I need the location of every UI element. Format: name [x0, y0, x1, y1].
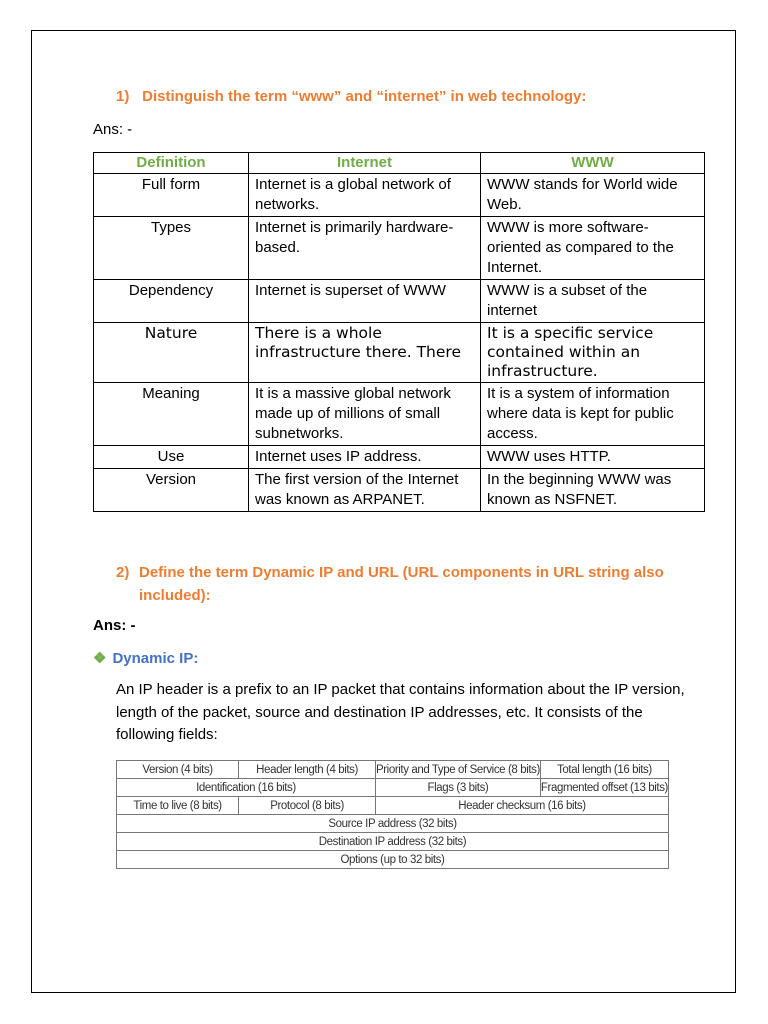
internet-cell: The first version of the Internet was known as ARPANET.: [249, 469, 481, 512]
table-row: [94, 469, 705, 512]
question-1-heading: [116, 88, 586, 105]
row-label: Full form: [94, 174, 249, 217]
internet-cell: It is a massive global network made up of millions of small subnetworks.: [249, 383, 481, 446]
ip-field: Header checksum (16 bits): [375, 797, 668, 815]
ip-header-row: [117, 815, 669, 833]
answer-1-label: Ans: -: [93, 121, 133, 138]
ip-header-row: [117, 797, 669, 815]
ip-field: Version (4 bits): [117, 761, 239, 779]
row-label: Meaning: [94, 383, 249, 446]
row-label: Nature: [94, 323, 249, 383]
dynamic-ip-heading: [93, 649, 198, 667]
dynamic-ip-title: Dynamic IP:: [112, 650, 199, 667]
ip-header-row: [117, 833, 669, 851]
www-cell: In the beginning WWW was known as NSFNET.: [481, 469, 705, 512]
ip-field: Options (up to 32 bits): [117, 851, 669, 869]
table-row: [94, 174, 705, 217]
internet-cell: Internet uses IP address.: [249, 446, 481, 469]
ip-field: Time to live (8 bits): [117, 797, 239, 815]
ip-header-row: [117, 779, 669, 797]
www-cell: WWW stands for World wide Web.: [481, 174, 705, 217]
row-label: Types: [94, 217, 249, 280]
header-definition: Definition: [94, 153, 249, 174]
ip-field: Flags (3 bits): [375, 779, 540, 797]
question-1-number: 1): [116, 88, 130, 105]
row-label: Use: [94, 446, 249, 469]
ip-field: Identification (16 bits): [117, 779, 376, 797]
diamond-bullet-icon: ❖: [93, 650, 107, 667]
question-2-text: Define the term Dynamic IP and URL (URL components in URL string also included):: [139, 564, 664, 604]
ip-field: Priority and Type of Service (8 bits): [375, 761, 540, 779]
table-row: [94, 323, 705, 383]
ip-header-diagram: [116, 760, 669, 869]
ip-header-row: [117, 851, 669, 869]
internet-cell: Internet is a global network of networks.: [249, 174, 481, 217]
header-www: WWW: [481, 153, 705, 174]
table-header-row: [94, 153, 705, 174]
table-row: [94, 383, 705, 446]
www-cell: It is a specific service contained within an infrastructure.: [481, 323, 705, 383]
table-row: [94, 280, 705, 323]
table-row: [94, 217, 705, 280]
ip-header-row: [117, 761, 669, 779]
row-label: Dependency: [94, 280, 249, 323]
ip-field: Source IP address (32 bits): [117, 815, 669, 833]
ip-field: Total length (16 bits): [540, 761, 668, 779]
ip-field: Fragmented offset (13 bits): [540, 779, 668, 797]
dynamic-ip-paragraph: An IP header is a prefix to an IP packet that contains information about the IP version, length of the packet, source and destination IP addresses, etc. It consists of the following fields:: [116, 681, 685, 743]
ip-field: Protocol (8 bits): [239, 797, 376, 815]
table-row: [94, 446, 705, 469]
www-cell: WWW is a subset of the internet: [481, 280, 705, 323]
question-2-number: 2): [116, 564, 130, 581]
internet-cell: There is a whole infrastructure there. There: [249, 323, 481, 383]
row-label: Version: [94, 469, 249, 512]
www-cell: WWW uses HTTP.: [481, 446, 705, 469]
answer-2-label: Ans: -: [93, 617, 136, 634]
internet-cell: Internet is superset of WWW: [249, 280, 481, 323]
internet-cell: Internet is primarily hardware-based.: [249, 217, 481, 280]
header-internet: Internet: [249, 153, 481, 174]
ip-field: Header length (4 bits): [239, 761, 376, 779]
www-cell: WWW is more software-oriented as compared to the Internet.: [481, 217, 705, 280]
question-1-text: Distinguish the term “www” and “internet” in web technology:: [142, 88, 587, 105]
www-cell: It is a system of information where data is kept for public access.: [481, 383, 705, 446]
ip-field: Destination IP address (32 bits): [117, 833, 669, 851]
comparison-table: [93, 152, 705, 512]
question-2-heading: [116, 561, 676, 607]
